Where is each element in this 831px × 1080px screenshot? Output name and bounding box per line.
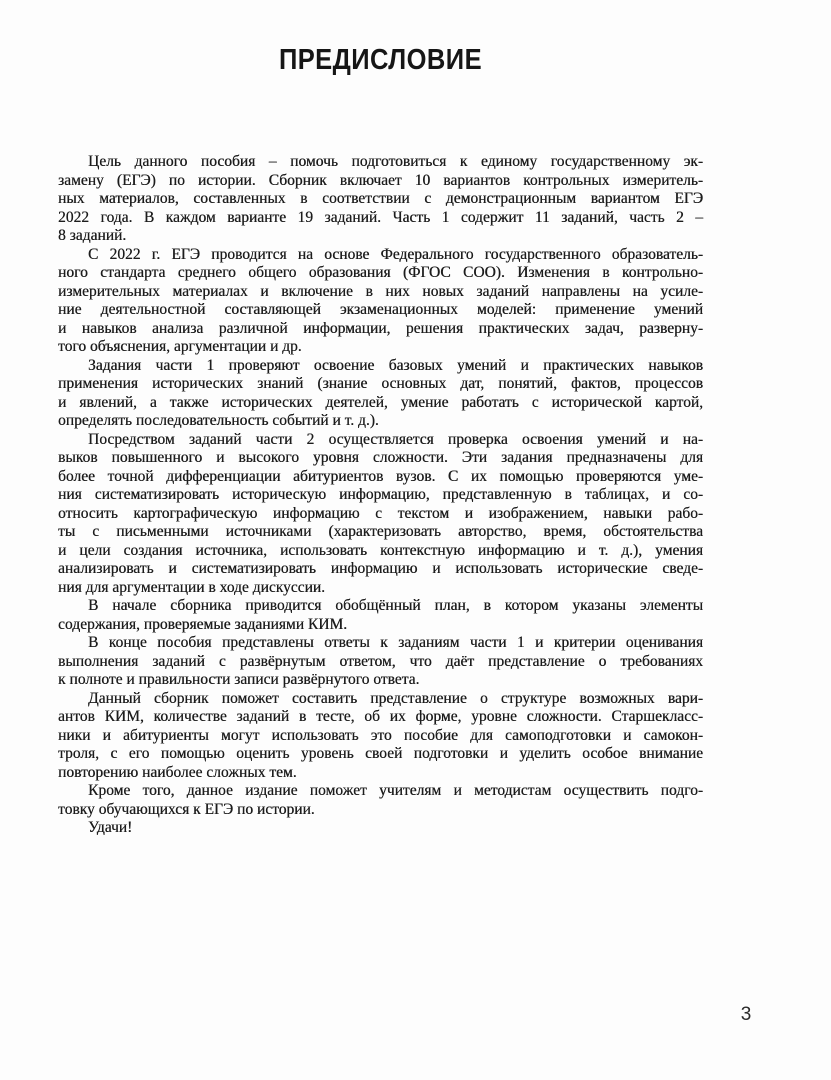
page-number: 3	[740, 1004, 752, 1025]
paragraph	[58, 597, 703, 634]
text-line: выполнения заданий с развёрнутым ответом, что даёт представление о требованиях	[58, 652, 703, 670]
text-line: ники и абитуриенты могут использовать это пособие для самоподготовки и самокон-	[58, 726, 703, 744]
text-line: ния для аргументации в ходе дискуссии.	[58, 578, 325, 596]
text-line: В конце пособия представлены ответы к заданиям части 1 и критерии оценивания	[88, 634, 703, 651]
text-line: товку обучающихся к ЕГЭ по истории.	[58, 800, 315, 818]
preface-text	[58, 153, 703, 838]
text-line: ного стандарта среднего общего образования (ФГОС СОО). Изменения в контрольно-	[58, 264, 703, 281]
text-line: ных материалов, составленных в соответствии с демонстрационным вариантом ЕГЭ	[58, 190, 703, 207]
page-title: ПРЕДИСЛОВИЕ	[278, 44, 483, 76]
text-line: содержания, проверяемые заданиями КИМ.	[58, 615, 348, 633]
paragraph	[58, 153, 703, 246]
text-line: Данный сборник поможет составить представление о структуре возможных вари-	[88, 689, 703, 707]
text-line: относить картографическую информацию с текстом и изображением, навыки рабо-	[58, 504, 703, 522]
text-line: и явлений, а также исторических деятелей, умение работать с исторической картой,	[58, 393, 703, 411]
text-line: ния систематизировать историческую информацию, представленную в таблицах, и со-	[58, 486, 703, 503]
text-line: В начале сборника приводится обобщённый план, в котором указаны элементы	[88, 597, 703, 614]
text-line: анализировать и систематизировать информацию и использовать исторические сведе-	[58, 560, 703, 577]
text-line: Удачи!	[88, 819, 133, 836]
text-line: антов КИМ, количестве заданий в тесте, об их форме, уровне сложности. Старшекласс-	[58, 708, 703, 725]
text-line: С 2022 г. ЕГЭ проводится на основе Федерального государственного образователь-	[88, 245, 703, 263]
text-line: применения исторических знаний (знание основных дат, понятий, фактов, процессов	[58, 375, 703, 392]
paragraph	[58, 782, 703, 819]
paragraph	[58, 357, 703, 431]
text-line: Задания части 1 проверяют освоение базовых умений и практических навыков	[88, 356, 703, 374]
text-line: 2022 года. В каждом варианте 19 заданий. Часть 1 содержит 11 заданий, часть 2 –	[58, 208, 703, 226]
text-line: того объяснения, аргументации и др.	[58, 338, 302, 355]
text-line: и навыков анализа различной информации, решения практических задач, разверну-	[58, 319, 703, 337]
text-line: более точной дифференциации абитуриентов вузов. С их помощью проверяются уме-	[58, 467, 703, 485]
text-line: замену (ЕГЭ) по истории. Сборник включает 10 вариантов контрольных измеритель-	[58, 171, 703, 189]
text-line: и цели создания источника, использовать контекстную информацию и т. д.), умения	[58, 541, 703, 559]
paragraph	[58, 431, 703, 598]
text-line: Цель данного пособия – помочь подготовиться к единому государственному эк-	[88, 153, 703, 170]
text-line: определять последовательность событий и т. д.).	[58, 412, 379, 429]
text-line: Кроме того, данное издание поможет учителям и методистам осуществить подго-	[88, 782, 703, 799]
paragraph	[58, 819, 703, 838]
text-line: троля, с его помощью оценить уровень своей подготовки и уделить особое внимание	[58, 745, 703, 762]
text-line: выков повышенного и высокого уровня сложности. Эти задания предназначены для	[58, 449, 703, 466]
paragraph	[58, 634, 703, 690]
text-line: к полноте и правильности записи развёрнутого ответа.	[58, 671, 420, 688]
text-line: ние деятельностной составляющей экзаменационных моделей: применение умений	[58, 301, 703, 318]
paragraph	[58, 246, 703, 357]
text-line: измерительных материалах и включение в них новых заданий направлены на усиле-	[58, 282, 703, 300]
text-line: ты с письменными источниками (характеризовать авторство, время, обстоятельства	[58, 523, 703, 540]
paragraph	[58, 690, 703, 783]
text-line: повторению наиболее сложных тем.	[58, 763, 297, 781]
text-line: 8 заданий.	[58, 227, 127, 244]
text-line: Посредством заданий части 2 осуществляется проверка освоения умений и на-	[88, 430, 703, 448]
